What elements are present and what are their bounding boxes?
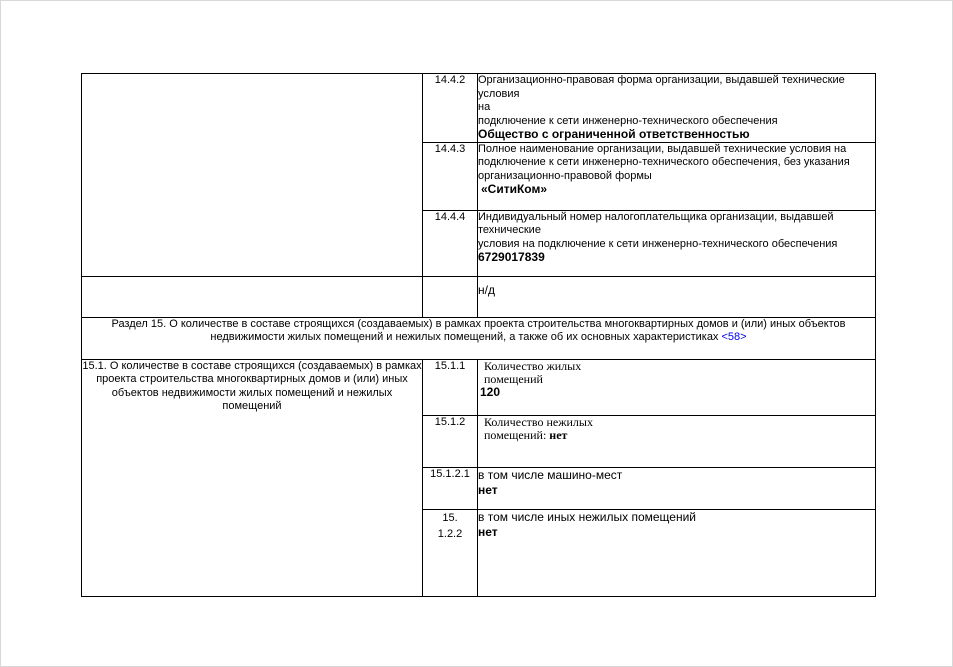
item-number: 15.1.2 (423, 415, 478, 467)
item-value: 120 (480, 384, 501, 399)
item-value: нет (549, 427, 568, 442)
item-number: 15.1.2.1 (423, 467, 478, 509)
item-value: 6729017839 (478, 250, 545, 264)
item-label-with-value (478, 429, 875, 442)
item-label: технические (478, 224, 541, 236)
item-label: в том числе машино-мест (478, 467, 623, 482)
na-cell: н/д (478, 276, 876, 317)
section-heading (82, 317, 876, 359)
item-number: 14.4.3 (423, 142, 478, 210)
item-cell (478, 509, 876, 596)
item-value: нет (478, 524, 498, 539)
form-table (81, 73, 876, 597)
empty-number-cell (423, 276, 478, 317)
section-heading-line1: Раздел 15. О количестве в составе строящихся (создаваемых) в рамках проекта строительства многоквартирных домов и (или) иных объектов (111, 317, 846, 330)
table-row (82, 74, 876, 143)
section-heading-line2: недвижимости жилых помещений и нежилых помещений, а также об их основных характеристиках (210, 331, 719, 343)
item-label: подключение к сети инженерно-технического обеспечения, без указания (478, 156, 850, 168)
empty-left-cell (82, 276, 423, 317)
item-cell (478, 359, 876, 415)
item-label: Количество нежилых (484, 414, 593, 429)
item-value: Общество с ограниченной ответственностью (478, 127, 750, 141)
item-number (423, 509, 478, 596)
item-cell (478, 210, 876, 276)
empty-left-cell (82, 74, 423, 277)
item-cell (478, 415, 876, 467)
section-heading-row (82, 317, 876, 359)
footnote-link[interactable]: <58> (721, 331, 747, 343)
item-label: на (478, 101, 491, 113)
table-row (82, 276, 876, 317)
item-number-part: 15. (442, 511, 458, 524)
item-number-part: 1.2.2 (437, 527, 463, 540)
item-number: 14.4.2 (423, 74, 478, 143)
item-value: нет (478, 482, 498, 497)
item-cell (478, 142, 876, 210)
item-label: организационно-правовой формы (478, 169, 652, 182)
item-label: помещений (484, 371, 543, 386)
item-label: условия на подключение к сети инженерно-технического обеспечения (478, 237, 838, 250)
item-number: 15.1.1 (423, 359, 478, 415)
item-label: в том числе иных нежилых помещений (478, 509, 696, 524)
item-label: Организационно-правовая форма организации, выдавшей технические условия (478, 74, 845, 100)
item-cell (478, 74, 876, 143)
table-row (82, 359, 876, 415)
item-label: Индивидуальный номер налогоплательщика организации, выдавшей (478, 210, 834, 223)
item-value: «СитиКом» (481, 182, 548, 196)
item-label: подключение к сети инженерно-технического обеспечения (478, 114, 778, 127)
item-label: помещений: (484, 427, 547, 442)
subsection-description: 15.1. О количестве в составе строящихся (создаваемых) в рамках проекта строительства многоквартирных домов и (или) иных объектов недвижимости жилых помещений и нежилых помещений (82, 359, 423, 596)
item-number: 14.4.4 (423, 210, 478, 276)
item-label: Количество жилых (484, 358, 582, 373)
item-label: Полное наименование организации, выдавшей технические условия на (478, 142, 847, 155)
item-cell (478, 467, 876, 509)
